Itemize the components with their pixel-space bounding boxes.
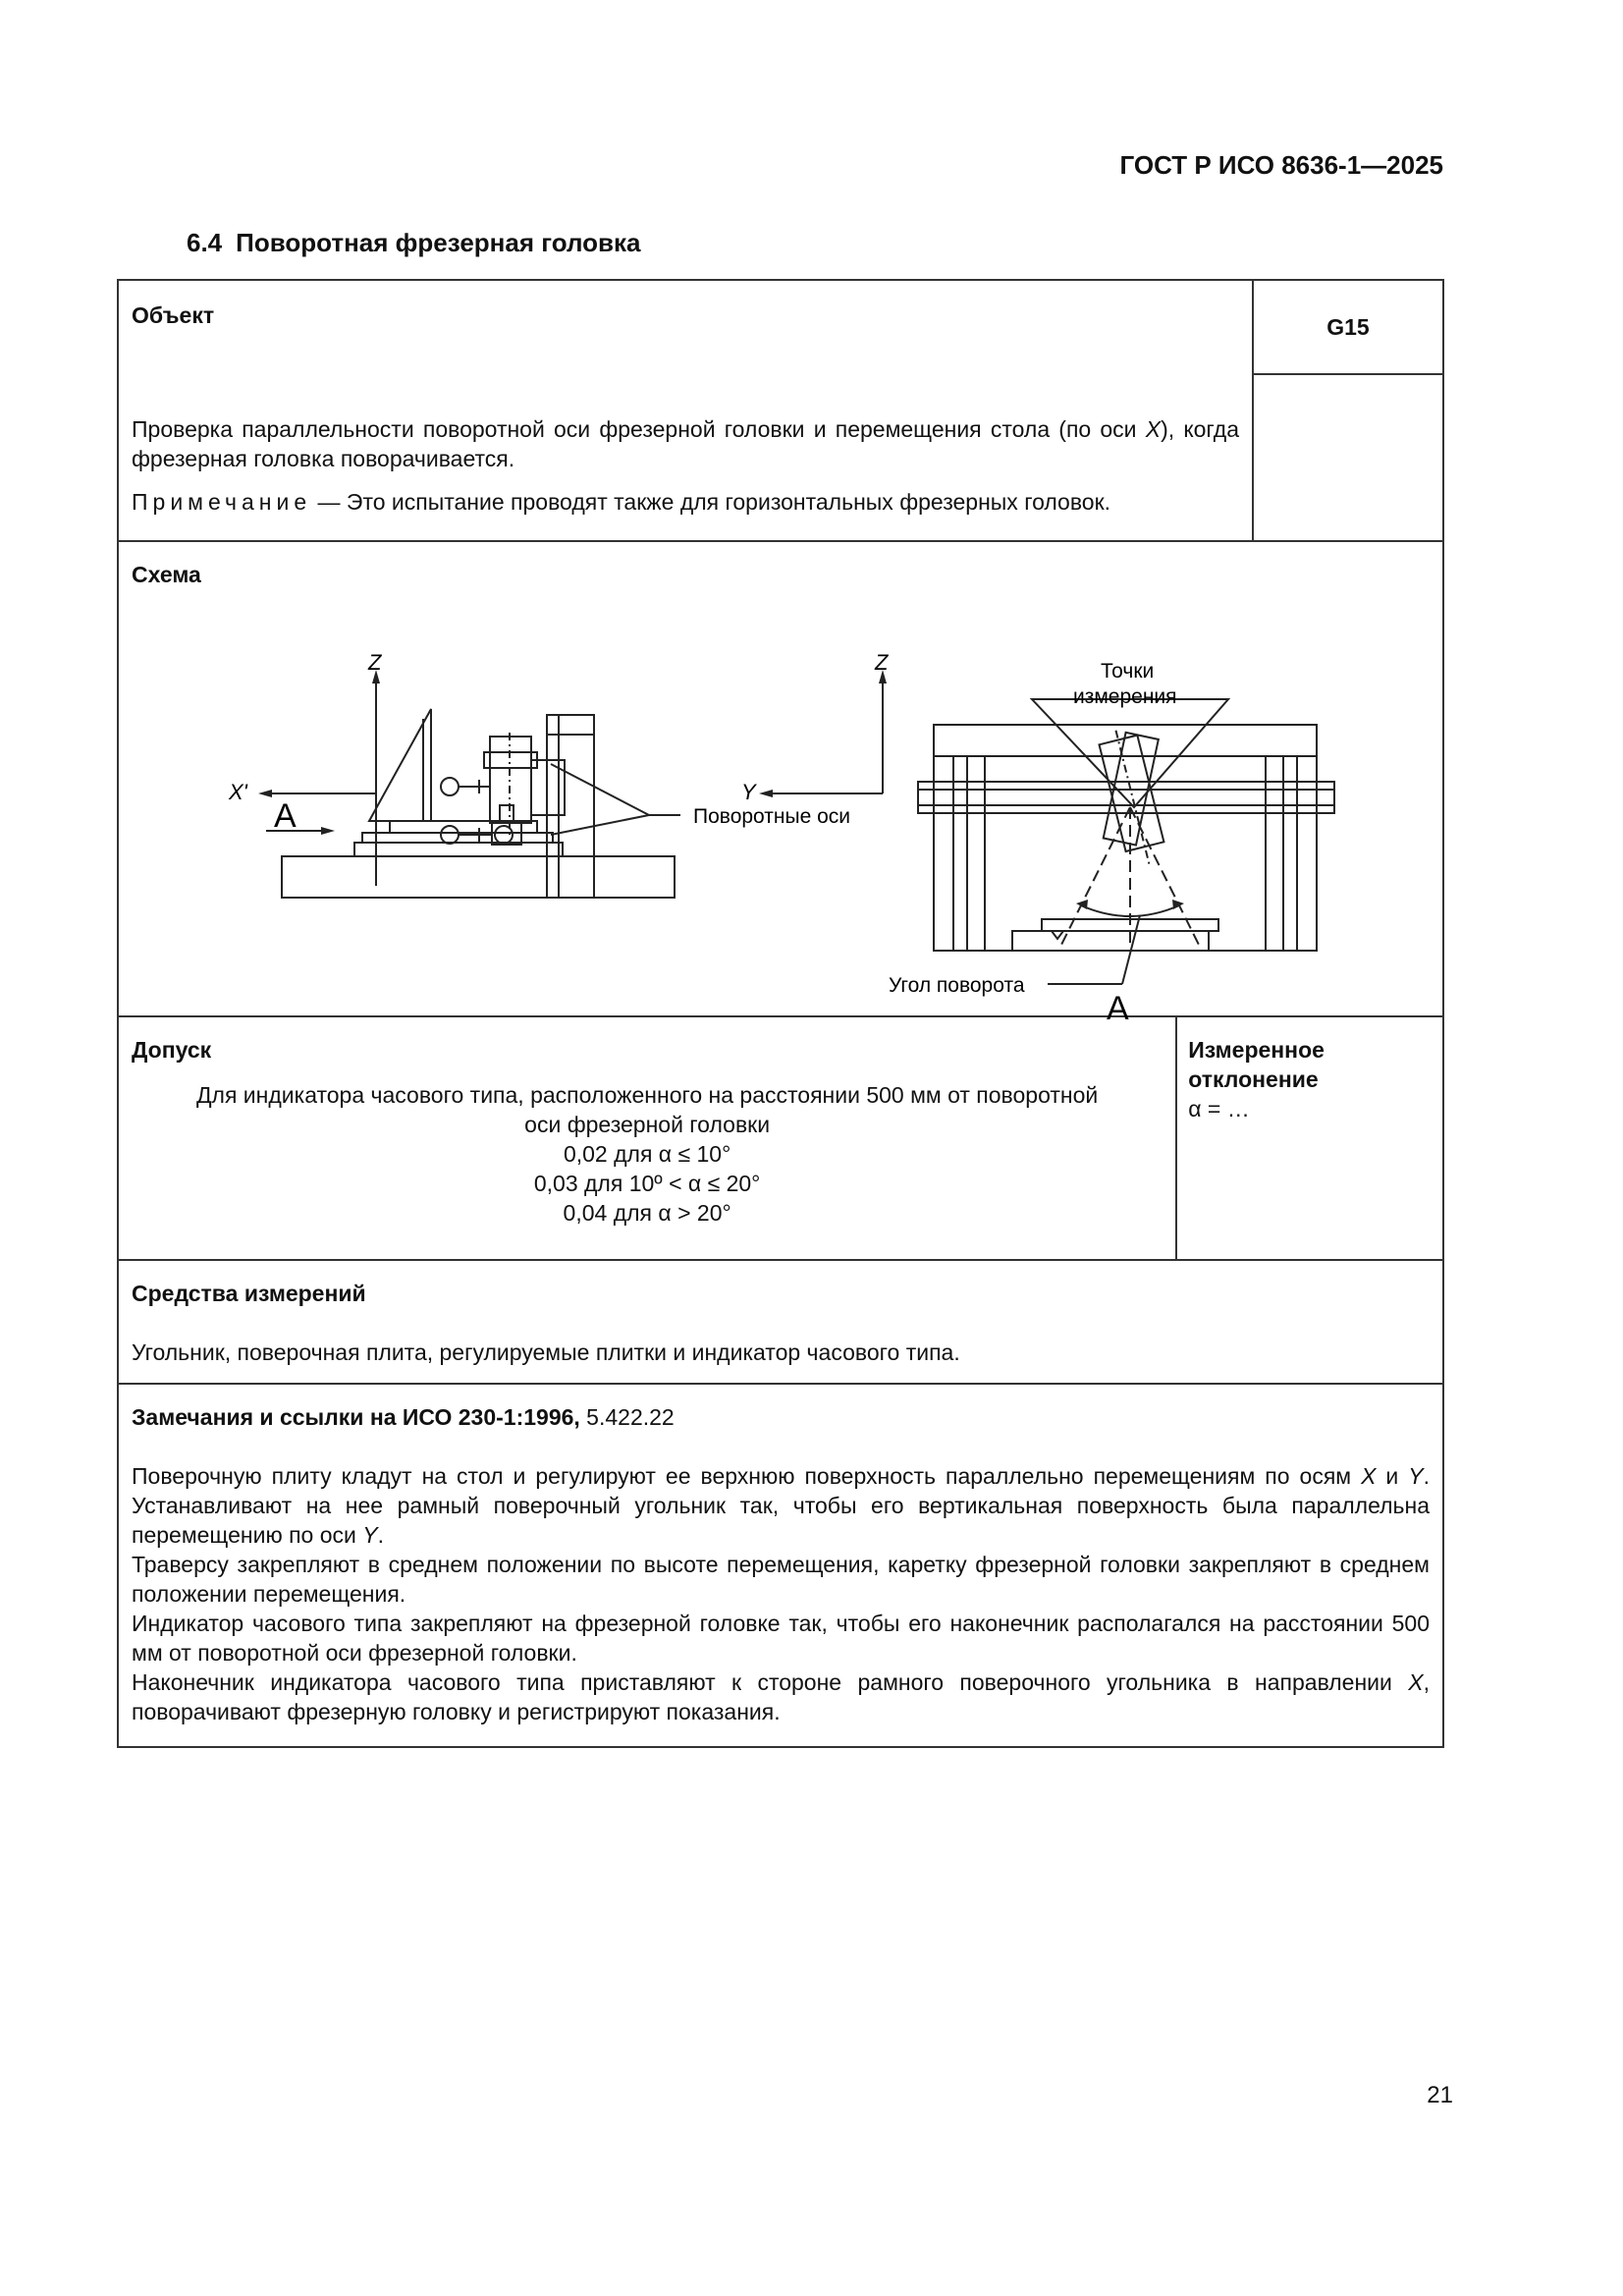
section-heading	[187, 228, 640, 258]
tolerance-label: Допуск	[132, 1037, 212, 1063]
remarks-paragraph-3: Индикатор часового типа закрепляют на фрезерной головке так, чтобы его наконечник располагался на расстоянии 500 мм от поворотной оси фрезерной головки.	[132, 1611, 1430, 1666]
view-a-bottom: A	[1107, 990, 1129, 1027]
deviation-label-1: Измеренное	[1188, 1037, 1325, 1063]
section-number: 6.4	[187, 228, 223, 257]
object-description: Проверка параллельности поворотной оси фрезерной головки и перемещения стола (по оси X), когда фрезерная головка поворачивается.	[132, 416, 1239, 471]
measure-points-label-2: измерения	[1073, 685, 1177, 708]
view-a-left: A	[274, 797, 297, 835]
tolerance-cell	[118, 1016, 1176, 1260]
object-note	[132, 487, 1239, 517]
remarks-ref: 5.422.22	[579, 1404, 675, 1430]
remarks-heading	[132, 1402, 1430, 1432]
instruments-text: Угольник, поверочная плита, регулируемые плитки и индикатор часового типа.	[132, 1339, 960, 1365]
test-sheet-table	[117, 279, 1444, 1748]
object-cell	[118, 280, 1253, 541]
scheme-cell	[118, 541, 1443, 1027]
deviation-cell	[1176, 1016, 1443, 1260]
standard-designation: ГОСТ Р ИСО 8636-1—2025	[1119, 150, 1443, 180]
axis-z-left: Z	[368, 650, 382, 675]
axis-z-right: Z	[875, 650, 889, 675]
note-text: — Это испытание проводят также для горизонтальных фрезерных головок.	[311, 489, 1111, 515]
instruments-label: Средства измерений	[132, 1281, 366, 1306]
instruments-cell	[118, 1260, 1443, 1384]
axis-x-prime: X'	[229, 780, 247, 804]
remarks-paragraph-1: Поверочную плиту кладут на стол и регулируют ее верхнюю поверхность параллельно перемещениям по осям X и Y. Устанавливают на нее рамный поверочный угольник так, чтобы его вертикальная поверхность была параллельна перемещению по оси Y.	[132, 1463, 1430, 1548]
remarks-label: Замечания и ссылки на ИСО 230-1:1996,	[132, 1404, 580, 1430]
remarks-cell	[118, 1384, 1443, 1747]
object-label: Объект	[132, 302, 215, 328]
scheme-drawing	[119, 572, 1434, 1027]
remarks-paragraph-2: Траверсу закрепляют в среднем положении по высоте перемещения, каретку фрезерной головки закрепляют в среднем положении перемещения.	[132, 1552, 1430, 1607]
rotation-angle-label: Угол поворота	[889, 974, 1025, 997]
scheme-label: Схема	[132, 562, 201, 587]
measure-points-label-1: Точки	[1101, 660, 1155, 683]
note-label: Примечание	[132, 489, 312, 515]
remarks-paragraph-4: Наконечник индикатора часового типа приставляют к стороне рамного поверочного угольника в направлении X, поворачивают фрезерную головку и регистрируют показания.	[132, 1669, 1430, 1724]
axis-y: Y	[741, 780, 756, 804]
deviation-value: α = …	[1188, 1096, 1250, 1121]
section-title: Поворотная фрезерная головка	[236, 228, 641, 257]
test-code: G15	[1253, 280, 1443, 374]
page-number: 21	[1427, 2082, 1453, 2108]
tolerance-text: Для индикатора часового типа, расположенного на расстоянии 500 мм от поворотной оси фрезерной головки 0,02 для α ≤ 10° 0,03 для 10º < α ≤ 20° 0,04 для α > 20°	[195, 1082, 1099, 1226]
rotary-axes-label: Поворотные оси	[693, 805, 851, 828]
axis-x: X	[1145, 416, 1162, 442]
deviation-label-2: отклонение	[1188, 1066, 1319, 1092]
